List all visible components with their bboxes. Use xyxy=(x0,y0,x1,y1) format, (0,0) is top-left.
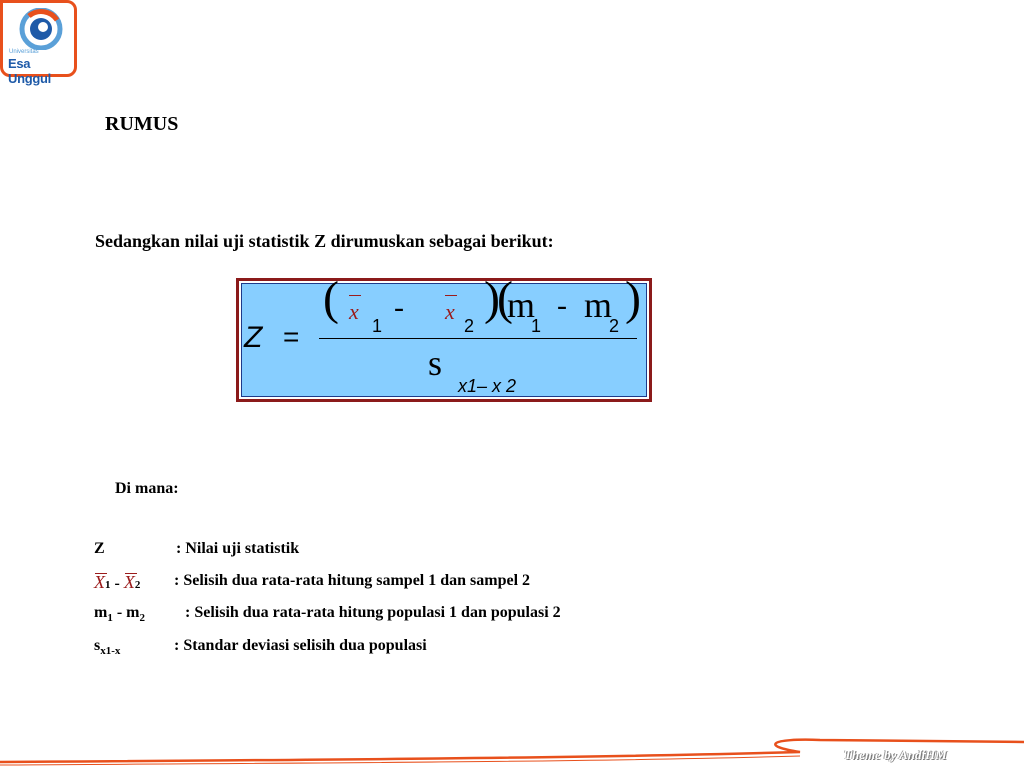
formula-x-sub-1: 1 xyxy=(372,316,383,336)
logo-name: Esa Unggul xyxy=(8,56,51,86)
formula-s-sub: x1– x 2 xyxy=(458,376,517,396)
slide-heading: RUMUS xyxy=(105,113,179,135)
formula-open-paren-1: ( xyxy=(323,272,339,325)
def-desc-xbar: : Selisih dua rata-rata hitung sampel 1 dan sampel 2 xyxy=(174,572,531,589)
def-symbol-xbar: X1 - X2 xyxy=(94,572,141,592)
logo-small-text: Universitas xyxy=(9,49,39,55)
formula-x-bar-1: x xyxy=(349,301,359,323)
formula-equals: = xyxy=(283,321,300,352)
formula-close-paren-1: ) xyxy=(484,272,500,325)
def-symbol-m: $m_1 - m_2$ xyxy=(94,604,145,625)
fraction-bar xyxy=(319,338,637,339)
formula-z: Z xyxy=(244,321,263,354)
formula-minus-1: - xyxy=(394,291,404,324)
formula-x-bar-2: x xyxy=(445,301,455,323)
logo-swirl-icon xyxy=(19,8,63,50)
formula-open-paren-2: ( xyxy=(497,272,513,325)
formula-minus-2: - xyxy=(557,289,567,322)
theme-credit: Theme by AndiHM xyxy=(844,747,947,762)
di-mana-label: Di mana: xyxy=(115,480,179,497)
formula-box xyxy=(236,272,652,402)
intro-text: Sedangkan nilai uji statistik Z dirumuskan sebagai berikut: xyxy=(95,231,554,251)
formula-close-paren-2: ) xyxy=(625,272,641,325)
formula-s: s xyxy=(428,343,443,383)
def-symbol-s: $s_{x1-x}$ xyxy=(94,637,121,658)
formula-m-1: m xyxy=(507,285,536,325)
formula-m-sub-2: 2 xyxy=(609,316,620,336)
def-desc-m: : Selisih dua rata-rata hitung populasi 1 dan populasi 2 xyxy=(185,604,561,621)
def-desc-z: : Nilai uji statistik xyxy=(176,540,300,557)
formula-x-sub-2: 2 xyxy=(464,316,475,336)
university-logo xyxy=(0,0,77,86)
formula-m-sub-1: 1 xyxy=(531,316,542,336)
def-symbol-z: Z xyxy=(94,540,105,557)
formula-m-2: m xyxy=(584,285,613,325)
def-desc-s: : Standar deviasi selisih dua populasi xyxy=(174,637,427,654)
